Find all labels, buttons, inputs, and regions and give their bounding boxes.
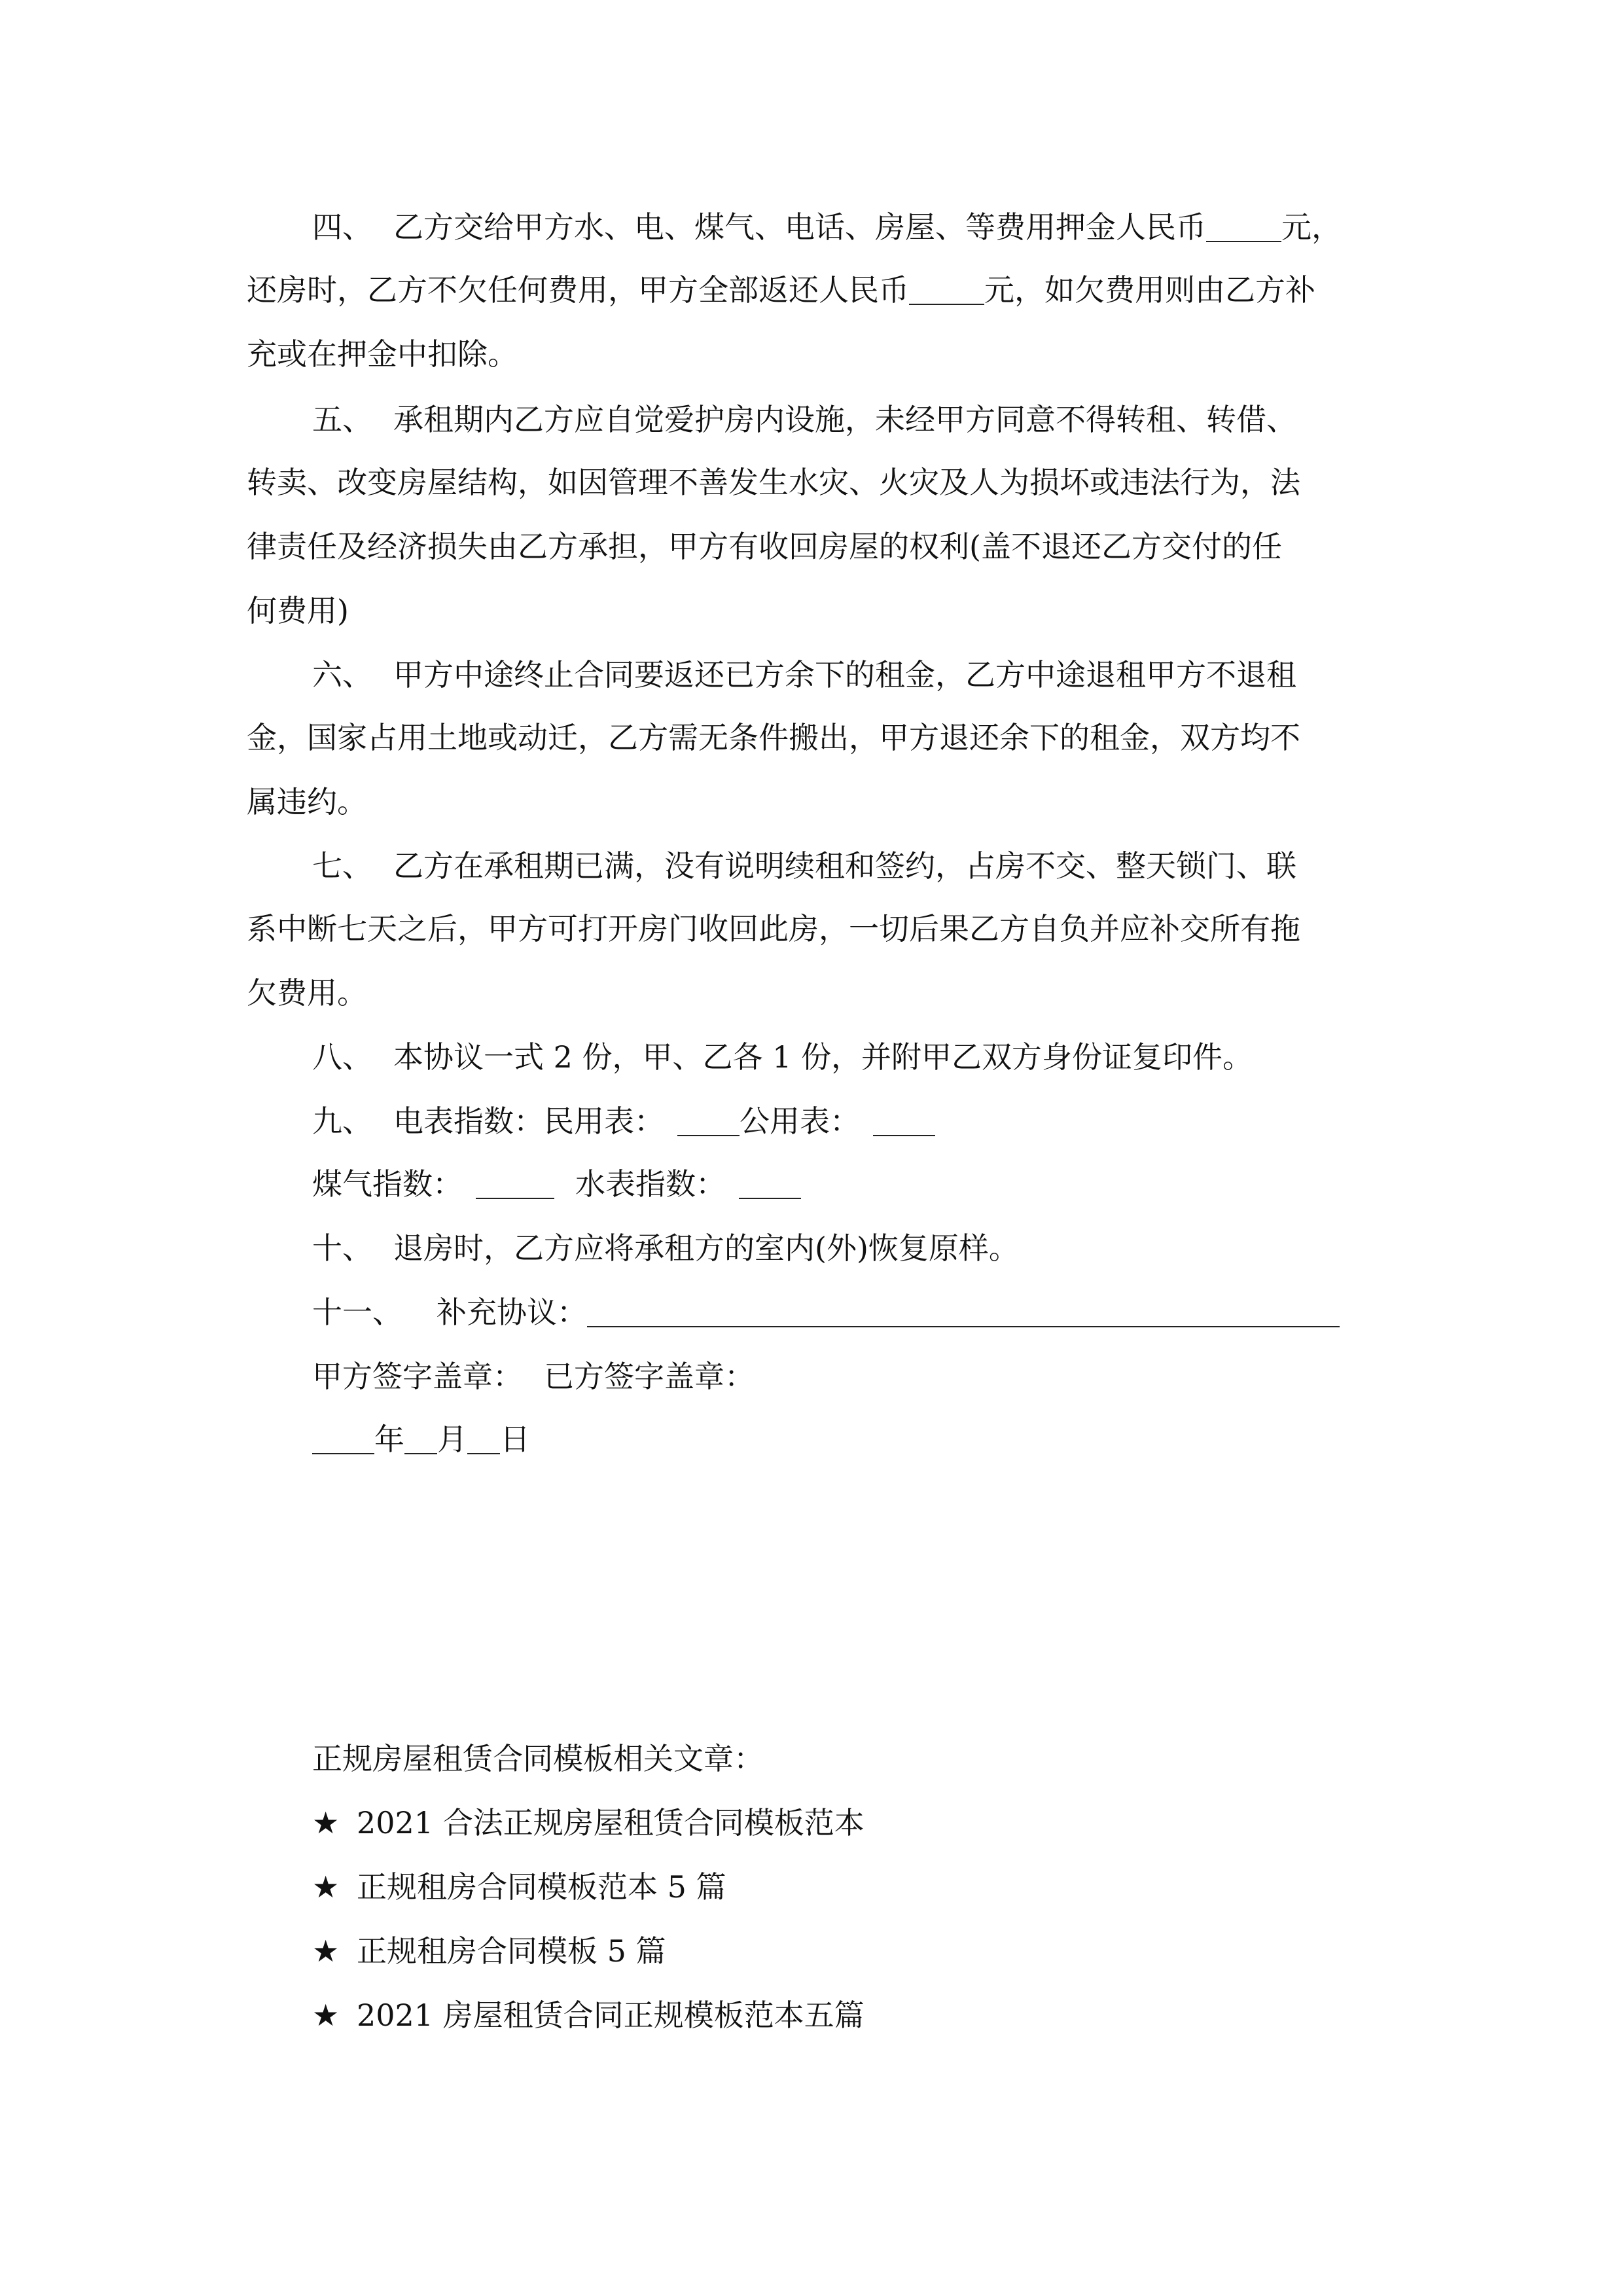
clause-text: 退房时，乙方应将承租方的室内(外)恢复原样。 [393,1230,1019,1266]
clause-7-line-2: 系中断七天之后，甲方可打开房门收回此房，一切后果乙方自负并应补交所有拖 [247,911,1300,946]
party-a-signature-label: 甲方签字盖章： [312,1359,523,1394]
blank-deposit-amount [1206,213,1281,242]
clause-5-line-4: 何费用) [247,593,349,628]
blank-civil-meter [677,1107,740,1136]
clause-8 [312,1039,1253,1075]
clause-text: 补充协议： [437,1295,587,1330]
blank-water-meter [739,1170,801,1199]
clause-6-line-1 [312,657,1296,692]
clause-text: 元，如欠费用则由乙方补 [984,272,1315,308]
related-article-link[interactable]: 2021 合法正规房屋租赁合同模板范本 [357,1805,865,1840]
star-icon: ★ [312,1998,340,2033]
clause-5-line-3: 律责任及经济损失由乙方承担，甲方有收回房屋的权利(盖不退还乙方交付的任 [247,529,1282,564]
gas-meter-label: 煤气指数： [312,1166,463,1202]
party-b-signature-label: 已方签字盖章： [544,1359,755,1394]
related-article-link[interactable]: 2021 房屋租赁合同正规模板范本五篇 [357,1998,865,2033]
clause-text: 甲方中途终止合同要返还已方余下的租金，乙方中途退租甲方不退租 [393,657,1296,692]
month-label: 月 [437,1422,467,1457]
blank-public-meter [873,1107,935,1136]
blank-day [467,1426,500,1454]
clause-4-line-1 [312,209,1342,245]
clause-number: 七、 [312,848,372,884]
clause-text: 本协议一式 2 份，甲、乙各 1 份，并附甲乙双方身份证复印件。 [393,1039,1253,1075]
clause-4-line-3: 充或在押金中扣除。 [247,336,518,372]
clause-7-line-3: 欠费用。 [247,975,367,1011]
blank-gas-meter [476,1170,554,1199]
related-article-item[interactable] [312,1869,726,1905]
clause-9-line-1 [312,1103,935,1139]
clause-number: 六、 [312,657,372,692]
clause-5-line-1 [312,404,1296,435]
water-meter-label: 水表指数： [575,1166,726,1202]
clause-number: 十一、 [312,1295,402,1330]
blank-month [404,1426,437,1454]
clause-10 [312,1230,1019,1266]
related-article-item[interactable] [312,1998,865,2033]
blank-year [312,1426,374,1454]
clause-number: 十、 [312,1230,372,1266]
related-articles-title: 正规房屋租赁合同模板相关文章： [312,1741,764,1776]
clause-text: 乙方在承租期已满，没有说明续租和签约，占房不交、整天锁门、联 [393,848,1296,884]
related-article-item[interactable] [312,1933,666,1969]
clause-6-line-2: 金，国家占用土地或动迁，乙方需无条件搬出，甲方退还余下的租金，双方均不 [247,720,1300,755]
year-label: 年 [374,1422,404,1457]
star-icon: ★ [312,1933,340,1969]
clause-text: 承租期内乙方应自觉爱护房内设施，未经甲方同意不得转租、转借、 [393,402,1296,437]
clause-number: 四、 [312,209,372,245]
clause-number: 五、 [312,402,372,437]
clause-6-line-3: 属违约。 [247,784,367,819]
related-article-link[interactable]: 正规租房合同模板 5 篇 [357,1933,666,1969]
related-article-link[interactable]: 正规租房合同模板范本 5 篇 [357,1869,726,1905]
clause-number: 九、 [312,1103,372,1139]
signature-line [312,1359,755,1394]
star-icon: ★ [312,1805,340,1840]
date-line [312,1422,530,1457]
civil-meter-label: 民用表： [544,1103,664,1139]
blank-supplementary-agreement [587,1299,1340,1327]
related-article-item[interactable] [312,1805,865,1840]
clause-text: 还房时，乙方不欠任何费用，甲方全部返还人民币 [247,272,909,308]
blank-refund-amount [909,276,984,305]
star-icon: ★ [312,1869,340,1905]
clause-9-line-2 [312,1166,801,1202]
meter-label: 电表指数： [393,1103,544,1139]
clause-11 [312,1295,1340,1330]
day-label: 日 [500,1422,530,1457]
clause-4-line-2 [247,272,1315,308]
clause-7-line-1 [312,848,1296,884]
clause-text: 乙方交给甲方水、电、煤气、电话、房屋、等费用押金人民币 [393,209,1206,245]
clause-5-line-2: 转卖、改变房屋结构，如因管理不善发生水灾、火灾及人为损坏或违法行为，法 [247,465,1300,500]
public-meter-label: 公用表： [740,1103,860,1139]
clause-text: 元， [1281,209,1342,245]
clause-number: 八、 [312,1039,372,1075]
